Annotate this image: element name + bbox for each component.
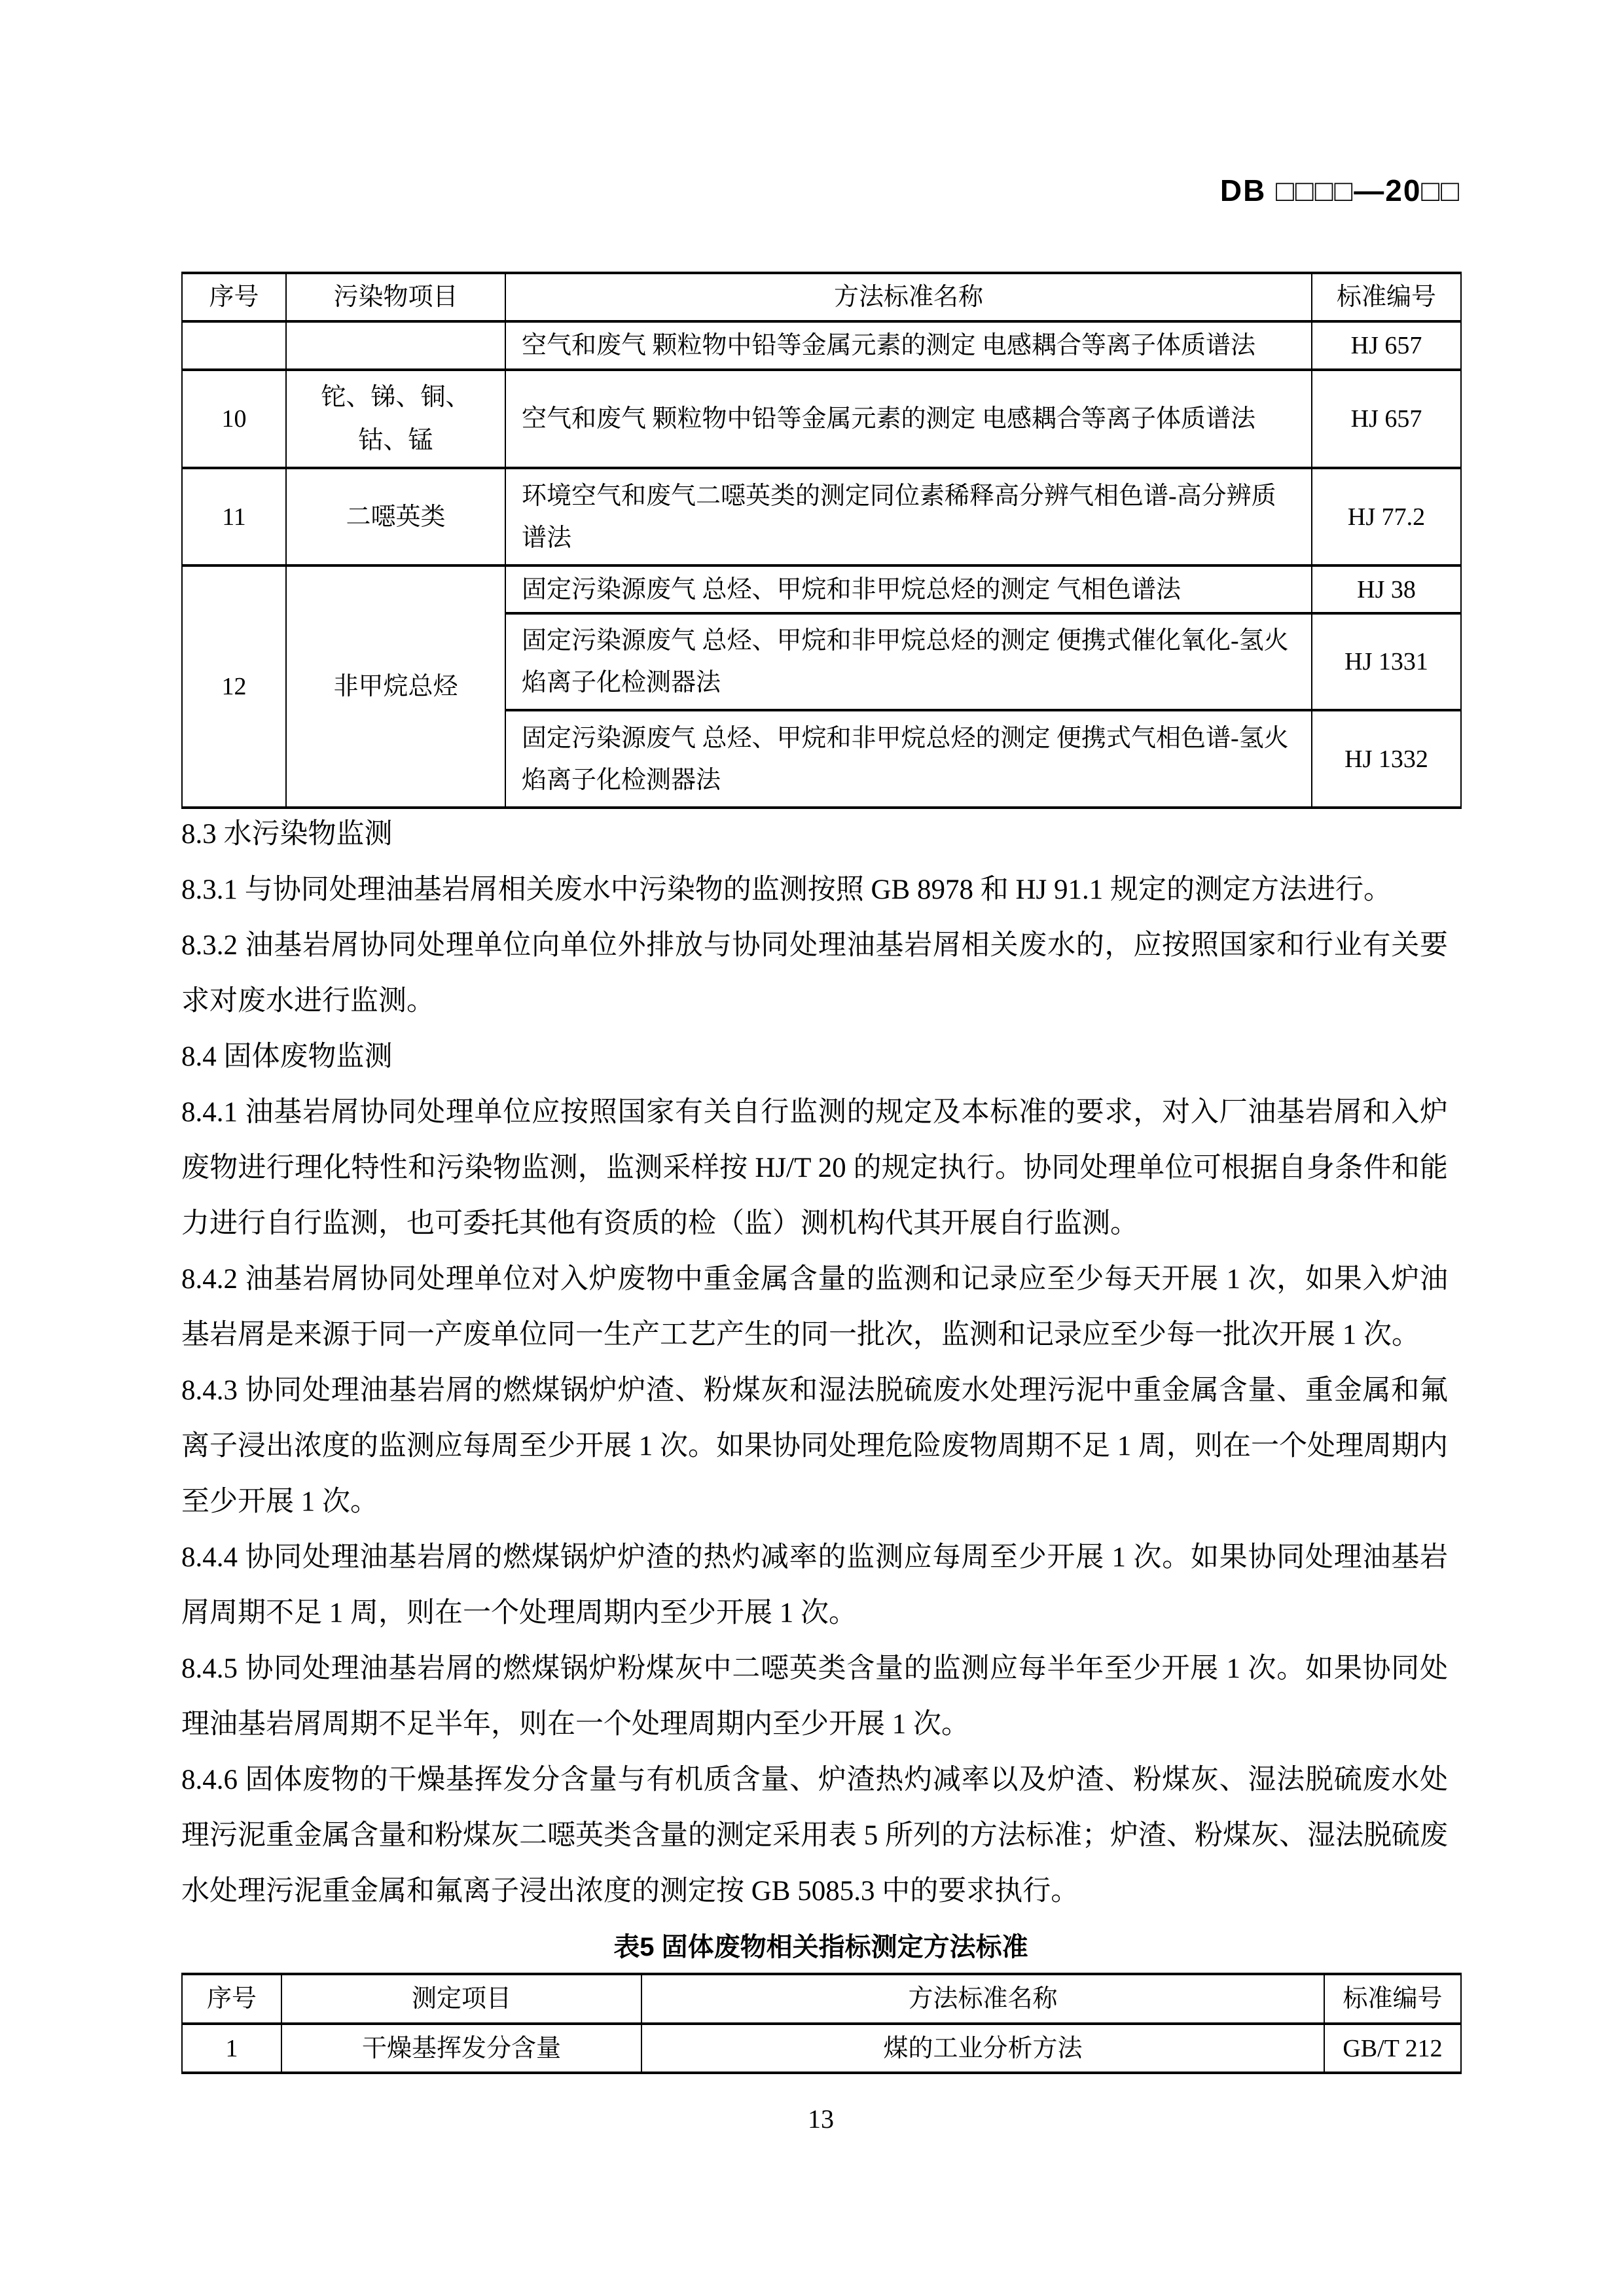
doc-code: DB □□□□—20□□ — [1219, 173, 1460, 207]
seq-cell: 10 — [182, 370, 286, 468]
pollutant-method-table — [181, 272, 1462, 809]
clause-paragraph-8-4-4: 8.4.4 协同处理油基岩屑的燃煤锅炉炉渣的热灼减率的监测应每周至少开展 1 次。如果协同处理油基岩屑周期不足 1 周，则在一个处理周期内至少开展 1 次。 — [181, 1542, 1448, 1628]
method-cell: 固定污染源废气 总烃、甲烷和非甲烷总烃的测定 气相色谱法 — [505, 565, 1312, 613]
code-cell: HJ 1332 — [1312, 710, 1461, 808]
clause-paragraph-8-3-2: 8.3.2 油基岩屑协同处理单位向单位外排放与协同处理油基岩屑相关废水的，应按照国家和行业有关要求对废水进行监测。 — [181, 930, 1448, 1016]
method-cell: 固定污染源废气 总烃、甲烷和非甲烷总烃的测定 便携式催化氧化-氢火焰离子化检测器法 — [505, 613, 1312, 710]
clause-paragraph-8-4-5: 8.4.5 协同处理油基岩屑的燃煤锅炉粉煤灰中二噁英类含量的监测应每半年至少开展 1 次。如果协同处理油基岩屑周期不足半年，则在一个处理周期内至少开展 1 次。 — [181, 1653, 1448, 1740]
method-cell: 空气和废气 颗粒物中铅等金属元素的测定 电感耦合等离子体质谱法 — [505, 370, 1312, 468]
table-row-12a — [182, 565, 1461, 613]
header-code: 标准编号 — [1312, 273, 1461, 321]
clause-paragraph-8-4-2: 8.4.2 油基岩屑协同处理单位对入炉废物中重金属含量的监测和记录应至少每天开展 1 次，如果入炉油基岩屑是来源于同一产废单位同一生产工艺产生的同一批次，监测和记录应至少每一批次开展 1 次。 — [181, 1264, 1448, 1350]
header-seq: 序号 — [182, 273, 286, 321]
seq-cell — [182, 321, 286, 370]
clause-heading-8-4: 8.4 固体废物监测 — [181, 1041, 393, 1072]
item-cell — [286, 321, 505, 370]
table-row-11 — [182, 468, 1461, 565]
method-cell: 空气和废气 颗粒物中铅等金属元素的测定 电感耦合等离子体质谱法 — [505, 321, 1312, 370]
item-cell: 非甲烷总烃 — [286, 565, 505, 808]
body-text — [181, 806, 1448, 1919]
code-cell: GB/T 212 — [1324, 2024, 1461, 2073]
clause-paragraph-8-3-1: 8.3.1 与协同处理油基岩屑相关废水中污染物的监测按照 GB 8978 和 HJ 91.1 规定的测定方法进行。 — [181, 874, 1392, 905]
table-header-row — [182, 273, 1461, 321]
clause-heading-8-3: 8.3 水污染物监测 — [181, 819, 393, 850]
header-code: 标准编号 — [1324, 1974, 1461, 2024]
seq-cell: 12 — [182, 565, 286, 808]
seq-cell: 1 — [182, 2024, 281, 2073]
header-seq: 序号 — [182, 1974, 281, 2024]
code-cell: HJ 1331 — [1312, 613, 1461, 710]
table-row-continuation — [182, 321, 1461, 370]
item-cell — [286, 370, 505, 468]
clause-paragraph-8-4-6: 8.4.6 固体废物的干燥基挥发分含量与有机质含量、炉渣热灼减率以及炉渣、粉煤灰、湿法脱硫废水处理污泥重金属含量和粉煤灰二噁英类含量的测定采用表 5 所列的方法标准；炉渣、粉煤灰、湿法脱硫废水处理污泥重金属和氟离子浸出浓度的测定按 GB 5085.3 中的要求执行。 — [181, 1765, 1448, 1907]
table5-caption: 表5 固体废物相关指标测定方法标准 — [613, 1933, 1028, 1962]
item-cell: 二噁英类 — [286, 468, 505, 565]
table-row-1 — [182, 2024, 1461, 2073]
method-cell: 煤的工业分析方法 — [641, 2024, 1324, 2073]
page-number: 13 — [808, 2104, 834, 2134]
table-row-10 — [182, 370, 1461, 468]
header-method: 方法标准名称 — [641, 1974, 1324, 2024]
code-cell: HJ 657 — [1312, 321, 1461, 370]
header-item: 测定项目 — [281, 1974, 641, 2024]
clause-paragraph-8-4-3: 8.4.3 协同处理油基岩屑的燃煤锅炉炉渣、粉煤灰和湿法脱硫废水处理污泥中重金属含量、重金属和氟离子浸出浓度的监测应每周至少开展 1 次。如果协同处理危险废物周期不足 1 周，则在一个处理周期内至少开展 1 次。 — [181, 1375, 1448, 1517]
code-cell: HJ 77.2 — [1312, 468, 1461, 565]
method-cell: 固定污染源废气 总烃、甲烷和非甲烷总烃的测定 便携式气相色谱-氢火焰离子化检测器法 — [505, 710, 1312, 808]
table-header-row — [182, 1974, 1461, 2024]
method-cell: 环境空气和废气二噁英类的测定同位素稀释高分辨气相色谱-高分辨质谱法 — [505, 468, 1312, 565]
header-method: 方法标准名称 — [505, 273, 1312, 321]
item-cell: 干燥基挥发分含量 — [281, 2024, 641, 2073]
clause-paragraph-8-4-1: 8.4.1 油基岩屑协同处理单位应按照国家有关自行监测的规定及本标准的要求，对入厂油基岩屑和入炉废物进行理化特性和污染物监测，监测采样按 HJ/T 20 的规定执行。协同处理单位可根据自身条件和能力进行自行监测，也可委托其他有资质的检（监）测机构代其开展自行监测。 — [181, 1097, 1448, 1239]
code-cell: HJ 657 — [1312, 370, 1461, 468]
header-item: 污染物项目 — [286, 273, 505, 321]
seq-cell: 11 — [182, 468, 286, 565]
solid-waste-table — [181, 1973, 1462, 2074]
item-line-1: 铊、锑、铜、 — [321, 384, 471, 411]
code-cell: HJ 38 — [1312, 565, 1461, 613]
item-line-2: 钴、锰 — [358, 427, 433, 454]
